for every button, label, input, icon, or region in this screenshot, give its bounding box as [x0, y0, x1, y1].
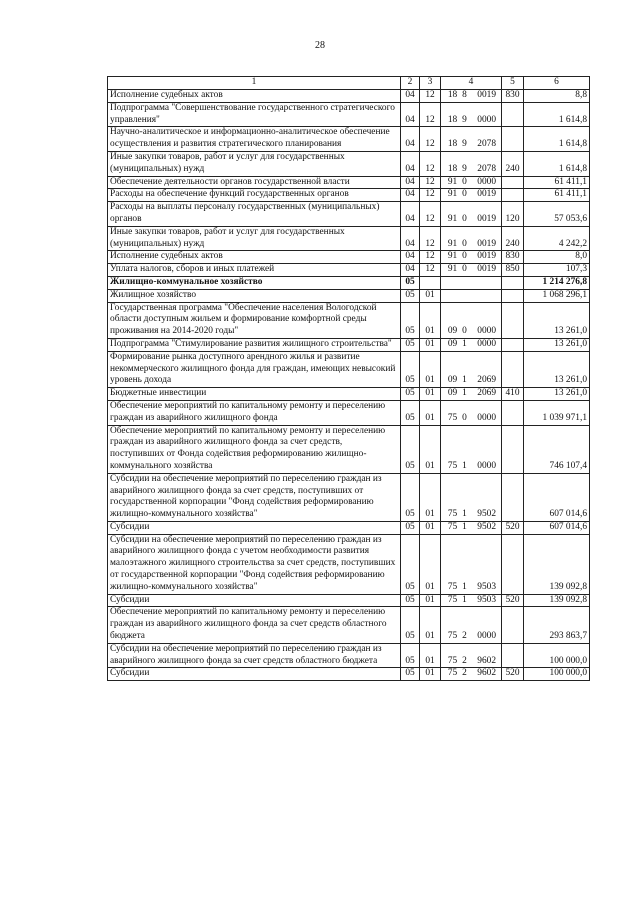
target-article-part: 1: [462, 375, 467, 386]
expense-type-cell: 240: [502, 226, 524, 251]
amount-cell: 100 000,0: [524, 643, 590, 668]
expense-type-cell: 520: [502, 668, 524, 681]
amount-cell: 100 000,0: [524, 668, 590, 681]
target-article-code: [446, 139, 496, 151]
table-row: [108, 202, 590, 227]
table-row: [108, 473, 590, 521]
section-code-cell: 05: [401, 338, 420, 351]
row-name-cell: Подпрограмма "Стимулирование развития жилищного строительства": [108, 338, 401, 351]
target-article-part: 2078: [477, 139, 496, 150]
amount-cell: 746 107,4: [524, 425, 590, 473]
row-name-cell: Обеспечение мероприятий по капитальному ремонту и переселению граждан из аварийного жилищного фонда за счет средств областного бюджета: [108, 607, 401, 643]
amount-cell: 1 614,8: [524, 127, 590, 152]
target-article-part: 9503: [477, 594, 496, 605]
section-code-cell: 05: [401, 302, 420, 338]
target-article-code: [446, 375, 496, 387]
target-article-part: 9502: [477, 521, 496, 532]
target-article-cell: [441, 534, 502, 594]
target-article-cell: [441, 127, 502, 152]
target-article-code: [446, 595, 496, 607]
subsection-code-cell: 01: [420, 607, 441, 643]
target-article-code: [446, 90, 496, 102]
target-article-code: [446, 339, 496, 351]
subsection-code-cell: 01: [420, 473, 441, 521]
target-article-cell: [441, 351, 502, 387]
target-article-part: 75: [447, 509, 458, 520]
expense-type-cell: [502, 643, 524, 668]
subsection-code-cell: [420, 276, 441, 289]
target-article-part: 0019: [477, 238, 496, 249]
target-article-part: 18: [447, 139, 458, 150]
subsection-code-cell: 01: [420, 351, 441, 387]
expense-type-cell: 520: [502, 521, 524, 534]
target-article-part: 2069: [477, 375, 496, 386]
target-article-part: 0000: [477, 460, 496, 471]
expense-type-cell: [502, 338, 524, 351]
subsection-code-cell: 01: [420, 594, 441, 607]
target-article-part: 0: [462, 326, 467, 337]
target-article-code: [446, 509, 496, 521]
amount-cell: 61 411,1: [524, 189, 590, 202]
target-article-cell: [441, 302, 502, 338]
table-row: [108, 594, 590, 607]
amount-cell: 13 261,0: [524, 302, 590, 338]
row-name-cell: Расходы на выплаты персоналу государственных (муниципальных) органов: [108, 202, 401, 227]
target-article-cell: [441, 226, 502, 251]
target-article-cell: [441, 607, 502, 643]
target-article-part: 9502: [477, 509, 496, 520]
target-article-part: 2: [462, 631, 467, 642]
amount-cell: 1 614,8: [524, 151, 590, 176]
table-row: [108, 226, 590, 251]
table-row: [108, 521, 590, 534]
section-code-cell: 05: [401, 400, 420, 425]
subsection-code-cell: 01: [420, 338, 441, 351]
amount-cell: 57 053,6: [524, 202, 590, 227]
subsection-code-cell: 12: [420, 90, 441, 103]
section-code-cell: 04: [401, 202, 420, 227]
target-article-code: [446, 277, 496, 289]
target-article-part: 1: [462, 388, 467, 399]
target-article-part: 18: [447, 90, 458, 100]
column-header: 5: [502, 77, 524, 90]
target-article-cell: [441, 189, 502, 202]
amount-cell: 607 014,6: [524, 521, 590, 534]
table-row: [108, 534, 590, 594]
target-article-cell: [441, 643, 502, 668]
section-code-cell: 05: [401, 607, 420, 643]
target-article-part: 9602: [477, 655, 496, 666]
section-code-cell: 05: [401, 289, 420, 302]
expense-type-cell: 830: [502, 251, 524, 264]
target-article-part: 0019: [477, 189, 496, 200]
target-article-part: 91: [447, 213, 458, 224]
amount-cell: 1 068 296,1: [524, 289, 590, 302]
column-header: 6: [524, 77, 590, 90]
row-name-cell: Государственная программа "Обеспечение населения Вологодской области доступным жильем и формирование комфортной среды проживания на 2014-2020 годы": [108, 302, 401, 338]
target-article-part: 9: [462, 114, 467, 125]
target-article-part: 75: [447, 594, 458, 605]
target-article-part: 75: [447, 521, 458, 532]
target-article-cell: [441, 521, 502, 534]
subsection-code-cell: 12: [420, 202, 441, 227]
expense-type-cell: [502, 607, 524, 643]
subsection-code-cell: 01: [420, 388, 441, 401]
section-code-cell: 04: [401, 102, 420, 127]
target-article-part: 0000: [477, 631, 496, 642]
target-article-cell: [441, 176, 502, 189]
target-article-code: [446, 290, 496, 302]
section-code-cell: 05: [401, 521, 420, 534]
column-header: 2: [401, 77, 420, 90]
section-code-cell: 04: [401, 251, 420, 264]
row-name-cell: Научно-аналитическое и информационно-аналитическое обеспечение осуществления и развития стратегического планирования: [108, 127, 401, 152]
table-row: [108, 668, 590, 681]
target-article-code: [446, 251, 496, 263]
target-article-part: 0000: [477, 176, 496, 187]
target-article-code: [446, 413, 496, 425]
row-name-cell: Исполнение судебных актов: [108, 251, 401, 264]
subsection-code-cell: 01: [420, 668, 441, 681]
column-header: 4: [441, 77, 502, 90]
expense-type-cell: 850: [502, 264, 524, 277]
target-article-part: 0: [462, 189, 467, 200]
table-row: [108, 264, 590, 277]
target-article-part: 2: [462, 668, 467, 679]
section-code-cell: 05: [401, 388, 420, 401]
section-code-cell: 04: [401, 189, 420, 202]
table-row: [108, 189, 590, 202]
row-name-cell: Иные закупки товаров, работ и услуг для государственных (муниципальных) нужд: [108, 226, 401, 251]
target-article-cell: [441, 202, 502, 227]
amount-cell: 139 092,8: [524, 594, 590, 607]
subsection-code-cell: 01: [420, 521, 441, 534]
section-code-cell: 05: [401, 534, 420, 594]
target-article-cell: [441, 668, 502, 681]
target-article-cell: [441, 276, 502, 289]
target-article-part: 1: [462, 338, 467, 349]
target-article-cell: [441, 400, 502, 425]
section-code-cell: 04: [401, 264, 420, 277]
table-header-row: [108, 77, 590, 90]
expense-type-cell: [502, 302, 524, 338]
target-article-code: [446, 522, 496, 534]
row-name-cell: Обеспечение мероприятий по капитальному ремонту и переселению граждан из аварийного жилищного фонда за счет средств, поступивших от Фонда содействия реформированию жилищно-коммунального хозяйства: [108, 425, 401, 473]
section-code-cell: 05: [401, 643, 420, 668]
subsection-code-cell: 12: [420, 176, 441, 189]
target-article-part: 0: [462, 176, 467, 187]
row-name-cell: Подпрограмма "Совершенствование государственного стратегического управления": [108, 102, 401, 127]
target-article-part: 09: [447, 375, 458, 386]
target-article-part: 09: [447, 338, 458, 349]
target-article-part: 0000: [477, 114, 496, 125]
target-article-part: 2: [462, 655, 467, 666]
row-name-cell: Бюджетные инвестиции: [108, 388, 401, 401]
target-article-cell: [441, 473, 502, 521]
expense-type-cell: 410: [502, 388, 524, 401]
row-name-cell: Субсидии: [108, 521, 401, 534]
row-name-cell: Расходы на обеспечение функций государственных органов: [108, 189, 401, 202]
budget-table: [107, 76, 590, 681]
target-article-part: 0019: [477, 251, 496, 262]
page-number: 28: [315, 40, 325, 51]
target-article-cell: [441, 102, 502, 127]
target-article-code: [446, 388, 496, 400]
target-article-code: [446, 582, 496, 594]
target-article-code: [446, 461, 496, 473]
section-code-cell: 04: [401, 151, 420, 176]
amount-cell: 1 039 971,1: [524, 400, 590, 425]
row-name-cell: Субсидии: [108, 668, 401, 681]
table-row: [108, 276, 590, 289]
target-article-cell: [441, 388, 502, 401]
table-row: [108, 251, 590, 264]
row-name-cell: Уплата налогов, сборов и иных платежей: [108, 264, 401, 277]
target-article-part: 0: [462, 238, 467, 249]
section-code-cell: 04: [401, 176, 420, 189]
target-article-code: [446, 239, 496, 251]
amount-cell: 107,3: [524, 264, 590, 277]
subsection-code-cell: 01: [420, 643, 441, 668]
amount-cell: 13 261,0: [524, 338, 590, 351]
table-row: [108, 102, 590, 127]
target-article-part: 91: [447, 189, 458, 200]
section-code-cell: 04: [401, 90, 420, 103]
target-article-cell: [441, 151, 502, 176]
expense-type-cell: [502, 534, 524, 594]
target-article-part: 9503: [477, 581, 496, 592]
table-row: [108, 400, 590, 425]
target-article-part: 18: [447, 114, 458, 125]
expense-type-cell: 120: [502, 202, 524, 227]
target-article-part: 0: [462, 213, 467, 224]
table-row: [108, 643, 590, 668]
target-article-part: 0: [462, 412, 467, 423]
target-article-part: 0019: [477, 264, 496, 275]
target-article-code: [446, 189, 496, 201]
target-article-part: 0000: [477, 326, 496, 337]
row-name-cell: Субсидии на обеспечение мероприятий по переселению граждан из аварийного жилищного фонда за счет средств областного бюджета: [108, 643, 401, 668]
subsection-code-cell: 01: [420, 534, 441, 594]
table-row: [108, 151, 590, 176]
section-code-cell: 05: [401, 668, 420, 681]
row-name-cell: Обеспечение мероприятий по капитальному ремонту и переселению граждан из аварийного жилищного фонда: [108, 400, 401, 425]
expense-type-cell: [502, 351, 524, 387]
subsection-code-cell: 01: [420, 425, 441, 473]
table-row: [108, 302, 590, 338]
table-row: [108, 338, 590, 351]
target-article-part: 0000: [477, 412, 496, 423]
target-article-code: [446, 264, 496, 276]
expense-type-cell: [502, 127, 524, 152]
target-article-code: [446, 115, 496, 127]
target-article-part: 75: [447, 655, 458, 666]
target-article-code: [446, 656, 496, 668]
target-article-part: 75: [447, 460, 458, 471]
subsection-code-cell: 12: [420, 251, 441, 264]
amount-cell: 607 014,6: [524, 473, 590, 521]
amount-cell: 4 242,2: [524, 226, 590, 251]
target-article-part: 09: [447, 388, 458, 399]
section-code-cell: 05: [401, 351, 420, 387]
row-name-cell: Жилищное хозяйство: [108, 289, 401, 302]
expense-type-cell: [502, 189, 524, 202]
target-article-part: 1: [462, 581, 467, 592]
target-article-part: 1: [462, 509, 467, 520]
subsection-code-cell: 12: [420, 226, 441, 251]
row-name-cell: Формирование рынка доступного арендного жилья и развитие некоммерческого жилищного фонда для граждан, имеющих невысокий уровень дохода: [108, 351, 401, 387]
row-name-cell: Жилищно-коммунальное хозяйство: [108, 276, 401, 289]
subsection-code-cell: 12: [420, 264, 441, 277]
target-article-part: 18: [447, 163, 458, 174]
expense-type-cell: [502, 289, 524, 302]
target-article-part: 1: [462, 521, 467, 532]
target-article-part: 91: [447, 264, 458, 275]
target-article-part: 91: [447, 238, 458, 249]
table-row: [108, 607, 590, 643]
section-code-cell: 04: [401, 226, 420, 251]
row-name-cell: Иные закупки товаров, работ и услуг для государственных (муниципальных) нужд: [108, 151, 401, 176]
expense-type-cell: 830: [502, 90, 524, 103]
table-row: [108, 176, 590, 189]
target-article-code: [446, 631, 496, 643]
column-header: 3: [420, 77, 441, 90]
amount-cell: 1 614,8: [524, 102, 590, 127]
target-article-cell: [441, 90, 502, 103]
expense-type-cell: 520: [502, 594, 524, 607]
target-article-part: 2069: [477, 388, 496, 399]
target-article-cell: [441, 594, 502, 607]
target-article-part: 75: [447, 412, 458, 423]
target-article-part: 75: [447, 581, 458, 592]
table-row: [108, 351, 590, 387]
subsection-code-cell: 12: [420, 151, 441, 176]
subsection-code-cell: 01: [420, 400, 441, 425]
target-article-part: 0: [462, 251, 467, 262]
subsection-code-cell: 01: [420, 289, 441, 302]
expense-type-cell: [502, 276, 524, 289]
row-name-cell: Субсидии: [108, 594, 401, 607]
target-article-code: [446, 214, 496, 226]
amount-cell: 13 261,0: [524, 388, 590, 401]
target-article-part: 1: [462, 460, 467, 471]
section-code-cell: 05: [401, 473, 420, 521]
expense-type-cell: 240: [502, 151, 524, 176]
row-name-cell: Исполнение судебных актов: [108, 90, 401, 103]
target-article-code: [446, 668, 496, 680]
expense-type-cell: [502, 425, 524, 473]
amount-cell: 13 261,0: [524, 351, 590, 387]
target-article-part: 2078: [477, 163, 496, 174]
amount-cell: 1 214 276,8: [524, 276, 590, 289]
target-article-part: 9: [462, 163, 467, 174]
target-article-cell: [441, 289, 502, 302]
row-name-cell: Субсидии на обеспечение мероприятий по переселению граждан из аварийного жилищного фонда за счет средств, поступивших от государственной корпорации "Фонд содействия реформированию жилищно-коммунального хозяйства": [108, 473, 401, 521]
target-article-part: 75: [447, 631, 458, 642]
target-article-cell: [441, 425, 502, 473]
subsection-code-cell: 12: [420, 127, 441, 152]
target-article-part: 75: [447, 668, 458, 679]
subsection-code-cell: 01: [420, 302, 441, 338]
row-name-cell: Субсидии на обеспечение мероприятий по переселению граждан из аварийного жилищного фонда с учетом необходимости развития малоэтажного жилищного строительства за счет средств, поступивших от государственной корпорации "Фонд содействия реформированию жилищно-коммунального хозяйства": [108, 534, 401, 594]
target-article-cell: [441, 338, 502, 351]
section-code-cell: 05: [401, 276, 420, 289]
expense-type-cell: [502, 400, 524, 425]
target-article-code: [446, 326, 496, 338]
target-article-code: [446, 164, 496, 176]
table-row: [108, 425, 590, 473]
target-article-part: 0: [462, 264, 467, 275]
section-code-cell: 05: [401, 594, 420, 607]
amount-cell: 293 863,7: [524, 607, 590, 643]
amount-cell: 8,0: [524, 251, 590, 264]
target-article-part: 0019: [477, 213, 496, 224]
table-row: [108, 388, 590, 401]
target-article-part: 0000: [477, 338, 496, 349]
expense-type-cell: [502, 473, 524, 521]
amount-cell: 8,8: [524, 90, 590, 103]
row-name-cell: Обеспечение деятельности органов государственной власти: [108, 176, 401, 189]
column-header: 1: [108, 77, 401, 90]
target-article-part: 91: [447, 251, 458, 262]
target-article-part: 9: [462, 139, 467, 150]
target-article-part: 9602: [477, 668, 496, 679]
table-row: [108, 289, 590, 302]
target-article-part: 0019: [477, 90, 496, 100]
target-article-part: 1: [462, 594, 467, 605]
table-row: [108, 90, 590, 103]
section-code-cell: 04: [401, 127, 420, 152]
target-article-code: [446, 177, 496, 189]
subsection-code-cell: 12: [420, 102, 441, 127]
target-article-part: 91: [447, 176, 458, 187]
target-article-cell: [441, 264, 502, 277]
expense-type-cell: [502, 102, 524, 127]
table-row: [108, 127, 590, 152]
target-article-cell: [441, 251, 502, 264]
subsection-code-cell: 12: [420, 189, 441, 202]
amount-cell: 61 411,1: [524, 176, 590, 189]
section-code-cell: 05: [401, 425, 420, 473]
target-article-part: 09: [447, 326, 458, 337]
amount-cell: 139 092,8: [524, 534, 590, 594]
expense-type-cell: [502, 176, 524, 189]
target-article-part: 8: [462, 90, 467, 100]
